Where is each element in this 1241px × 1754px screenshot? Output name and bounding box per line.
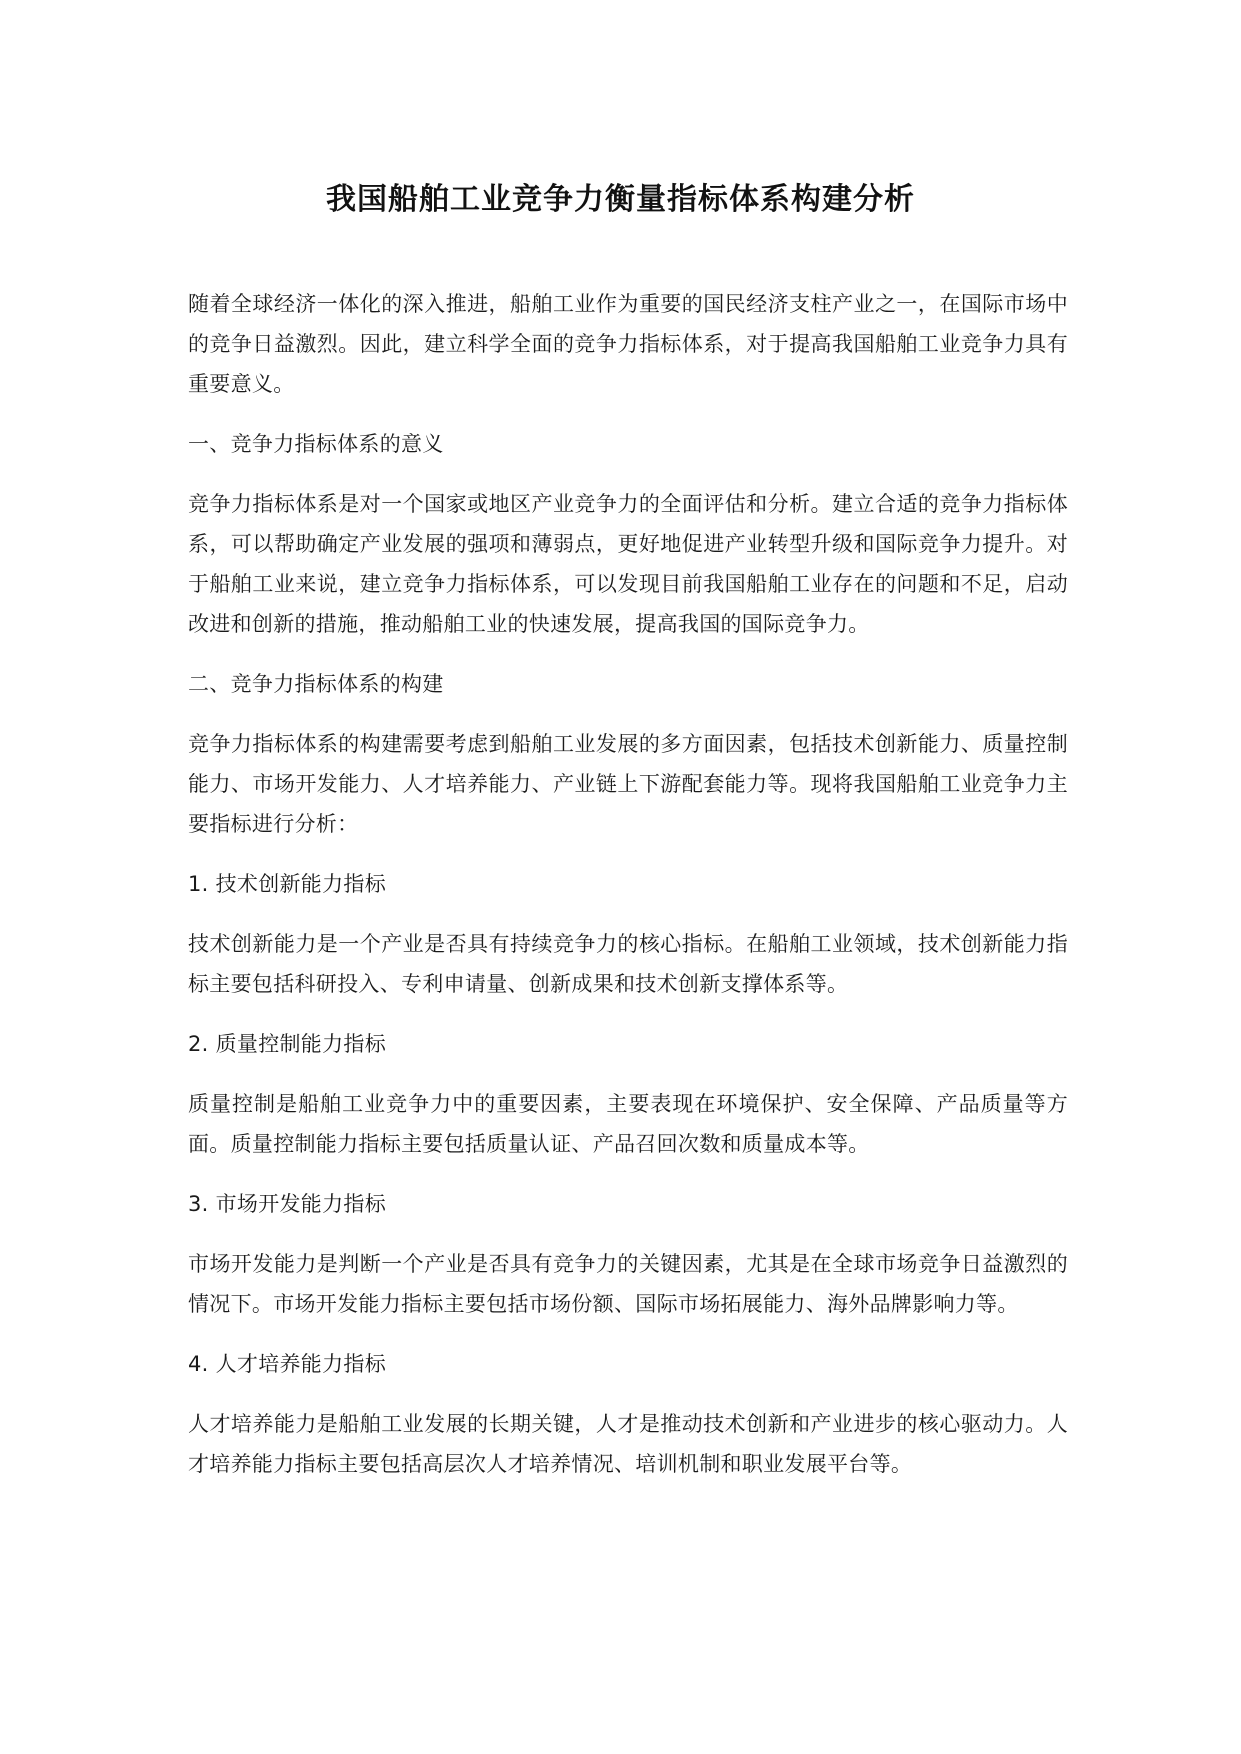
- item-paragraph-talent-cultivation: 人才培养能力是船舶工业发展的长期关键，人才是推动技术创新和产业进步的核心驱动力。人才培养能力指标主要包括高层次人才培养情况、培训机制和职业发展平台等。: [188, 1412, 1068, 1476]
- section-paragraph-significance: 竞争力指标体系是对一个国家或地区产业竞争力的全面评估和分析。建立合适的竞争力指标体系，可以帮助确定产业发展的强项和薄弱点，更好地促进产业转型升级和国际竞争力提升。对于船舶工业来说，建立竞争力指标体系，可以发现目前我国船舶工业存在的问题和不足，启动改进和创新的措施，推动船舶工业的快速发展，提高我国的国际竞争力。: [188, 492, 1068, 636]
- section-heading-significance: 一、竞争力指标体系的意义: [188, 432, 444, 456]
- section-paragraph-construction: 竞争力指标体系的构建需要考虑到船舶工业发展的多方面因素，包括技术创新能力、质量控制能力、市场开发能力、人才培养能力、产业链上下游配套能力等。现将我国船舶工业竞争力主要指标进行分析：: [188, 732, 1068, 836]
- section-heading-construction: 二、竞争力指标体系的构建: [188, 672, 444, 696]
- item-paragraph-quality-control: 质量控制是船舶工业竞争力中的重要因素，主要表现在环境保护、安全保障、产品质量等方面。质量控制能力指标主要包括质量认证、产品召回次数和质量成本等。: [188, 1092, 1068, 1156]
- item-heading-market-development: 3. 市场开发能力指标: [188, 1192, 387, 1216]
- document-title: 我国船舶工业竞争力衡量指标体系构建分析: [326, 182, 915, 217]
- item-heading-tech-innovation: 1. 技术创新能力指标: [188, 872, 387, 896]
- item-paragraph-tech-innovation: 技术创新能力是一个产业是否具有持续竞争力的核心指标。在船舶工业领域，技术创新能力指标主要包括科研投入、专利申请量、创新成果和技术创新支撑体系等。: [188, 932, 1068, 996]
- document-body: [188, 284, 1068, 1504]
- item-heading-quality-control: 2. 质量控制能力指标: [188, 1032, 387, 1056]
- intro-paragraph: 随着全球经济一体化的深入推进，船舶工业作为重要的国民经济支柱产业之一，在国际市场中的竞争日益激烈。因此，建立科学全面的竞争力指标体系，对于提高我国船舶工业竞争力具有重要意义。: [188, 292, 1068, 396]
- item-heading-talent-cultivation: 4. 人才培养能力指标: [188, 1352, 387, 1376]
- item-paragraph-market-development: 市场开发能力是判断一个产业是否具有竞争力的关键因素，尤其是在全球市场竞争日益激烈的情况下。市场开发能力指标主要包括市场份额、国际市场拓展能力、海外品牌影响力等。: [188, 1252, 1068, 1316]
